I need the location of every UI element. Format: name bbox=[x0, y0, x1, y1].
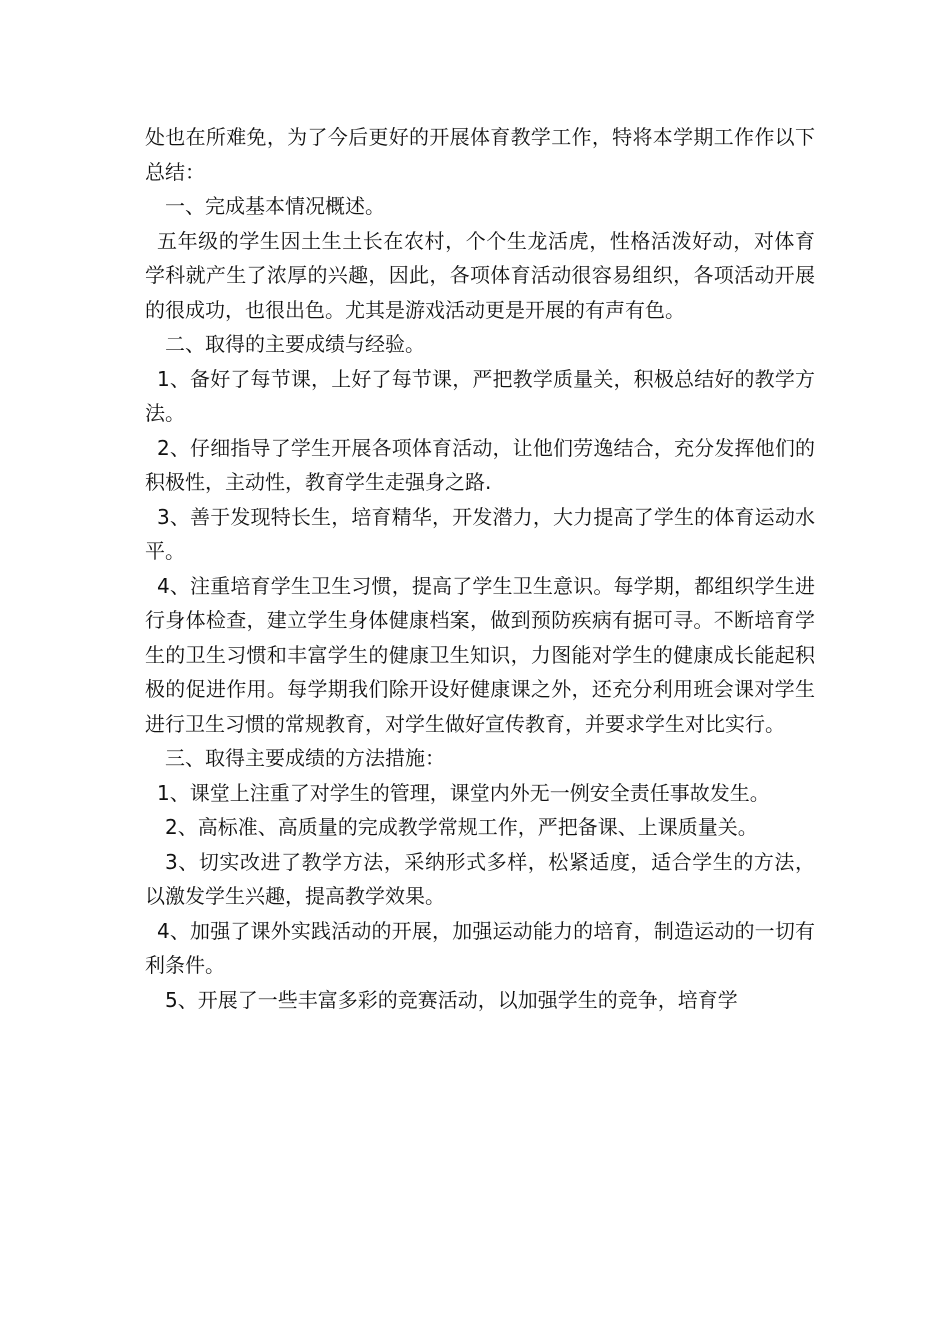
list-item-achievement-2: 2、仔细指导了学生开展各项体育活动，让他们劳逸结合，充分发挥他们的积极性，主动性，教育学生走强身之路. bbox=[145, 435, 815, 494]
list-item-method-2: 2、高标准、高质量的完成教学常规工作，严把备课、上课质量关。 bbox=[165, 815, 758, 839]
list-item-method-5: 5、开展了一些丰富多彩的竞赛活动，以加强学生的竞争，培育学 bbox=[165, 987, 738, 1012]
list-item-method-4: 4、加强了课外实践活动的开展，加强运动能力的培育，制造运动的一切有利条件。 bbox=[145, 918, 815, 977]
list-item-method-3: 3、切实改进了教学方法，采纳形式多样，松紧适度，适合学生的方法，以激发学生兴趣，提高教学效果。 bbox=[145, 849, 815, 908]
section-heading-1: 一、完成基本情况概述。 bbox=[165, 194, 385, 218]
paragraph-overview: 五年级的学生因土生土长在农村，个个生龙活虎，性格活泼好动，对体育学科就产生了浓厚的兴趣，因此，各项体育活动很容易组织，各项活动开展的很成功，也很出色。尤其是游戏活动更是开展的有声有色。 bbox=[145, 228, 815, 322]
list-item-method-1: 1、课堂上注重了对学生的管理，课堂内外无一例安全责任事故发生。 bbox=[157, 780, 770, 805]
list-item-achievement-4: 4、注重培育学生卫生习惯，提高了学生卫生意识。每学期，都组织学生进行身体检查，建立学生身体健康档案，做到预防疾病有据可寻。不断培育学生的卫生习惯和丰富学生的健康卫生知识，力图能对学生的健康成长能起积极的促进作用。每学期我们除开设好健康课之外，还充分利用班会课对学生进行卫生习惯的常规教育，对学生做好宣传教育，并要求学生对比实行。 bbox=[145, 573, 815, 736]
document-body bbox=[145, 120, 815, 1017]
section-heading-3: 三、取得主要成绩的方法措施： bbox=[165, 746, 445, 770]
list-item-achievement-1: 1、备好了每节课，上好了每节课，严把教学质量关，积极总结好的教学方法。 bbox=[145, 366, 815, 425]
section-heading-2: 二、取得的主要成绩与经验。 bbox=[165, 332, 425, 356]
list-item-achievement-3: 3、善于发现特长生，培育精华，开发潜力，大力提高了学生的体育运动水平。 bbox=[145, 504, 815, 563]
paragraph-intro-continued: 处也在所难免，为了今后更好的开展体育教学工作，特将本学期工作作以下总结： bbox=[145, 125, 815, 184]
